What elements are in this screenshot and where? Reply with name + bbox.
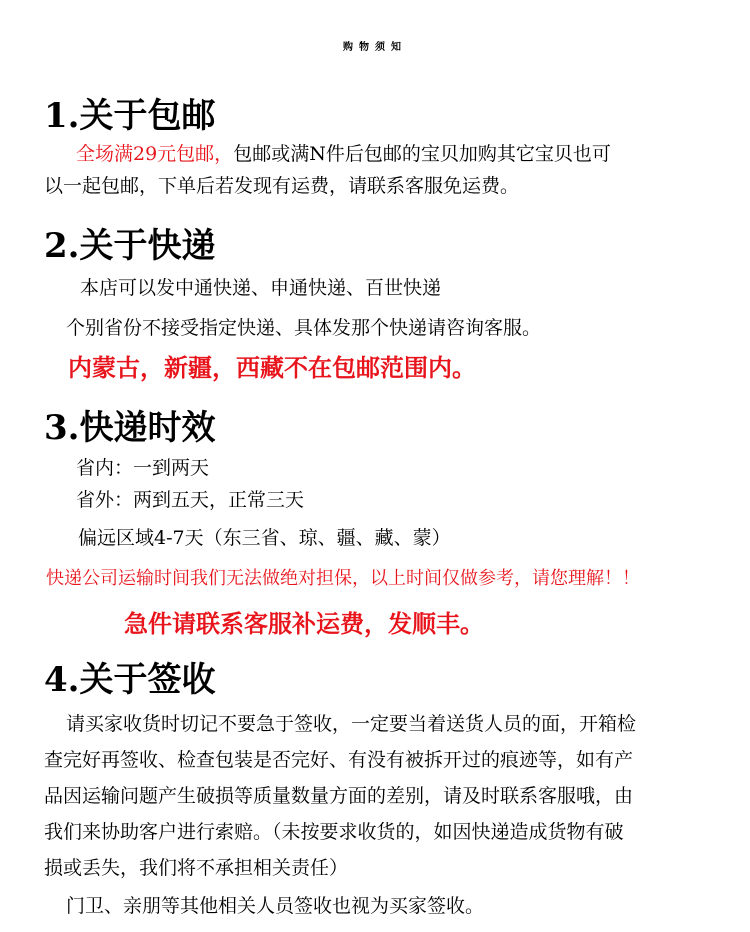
section3-line2: 省外：两到五天，正常三天 [76,489,305,511]
section2-line1: 本店可以发中通快递、申通快递、百世快递 [80,277,442,299]
section4-line1: 请买家收货时切记不要急于签收，一定要当着送货人员的面，开箱检 [66,713,637,735]
page-title: 购物须知 [343,42,407,53]
section1-line1-rest: 包邮或满N件后包邮的宝贝加购其它宝贝也可 [233,143,611,165]
section1-heading: 1.关于包邮 [44,96,216,136]
free-shipping-highlight: 全场满29元包邮， [76,143,234,165]
section4-line4: 我们来协助客户进行索赔。（未按要求收货的，如因快递造成货物有破 [44,821,624,843]
section4-line2: 查完好再签收、检查包装是否完好、有没有被拆开过的痕迹等，如有产 [44,749,634,771]
section3-urgent: 急件请联系客服补运费，发顺丰。 [124,609,484,638]
section4-line6: 门卫、亲朋等其他相关人员签收也视为买家签收。 [66,895,485,917]
section1-line2: 以一起包邮，下单后若发现有运费，请联系客服免运费。 [44,175,520,197]
section3-heading: 3.快递时效 [44,408,216,448]
section3-line3: 偏远区域4-7天（东三省、琼、疆、藏、蒙） [78,527,451,549]
section2-line2: 个别省份不接受指定快递、具体发那个快递请咨询客服。 [66,317,542,339]
section4-line5: 损或丢失，我们将不承担相关责任） [44,857,349,879]
section3-notice: 快递公司运输时间我们无法做绝对担保，以上时间仅做参考，请您理解！！ [46,568,640,589]
section4-line3: 品因运输问题产生破损等质量数量方面的差别，请及时联系客服哦，由 [44,785,634,807]
section2-warning: 内蒙古，新疆，西藏不在包邮范围内。 [68,353,476,382]
section3-line1: 省内：一到两天 [76,457,210,479]
section4-heading: 4.关于签收 [44,660,216,700]
section2-heading: 2.关于快递 [44,226,216,266]
section1-line1 [76,140,611,168]
